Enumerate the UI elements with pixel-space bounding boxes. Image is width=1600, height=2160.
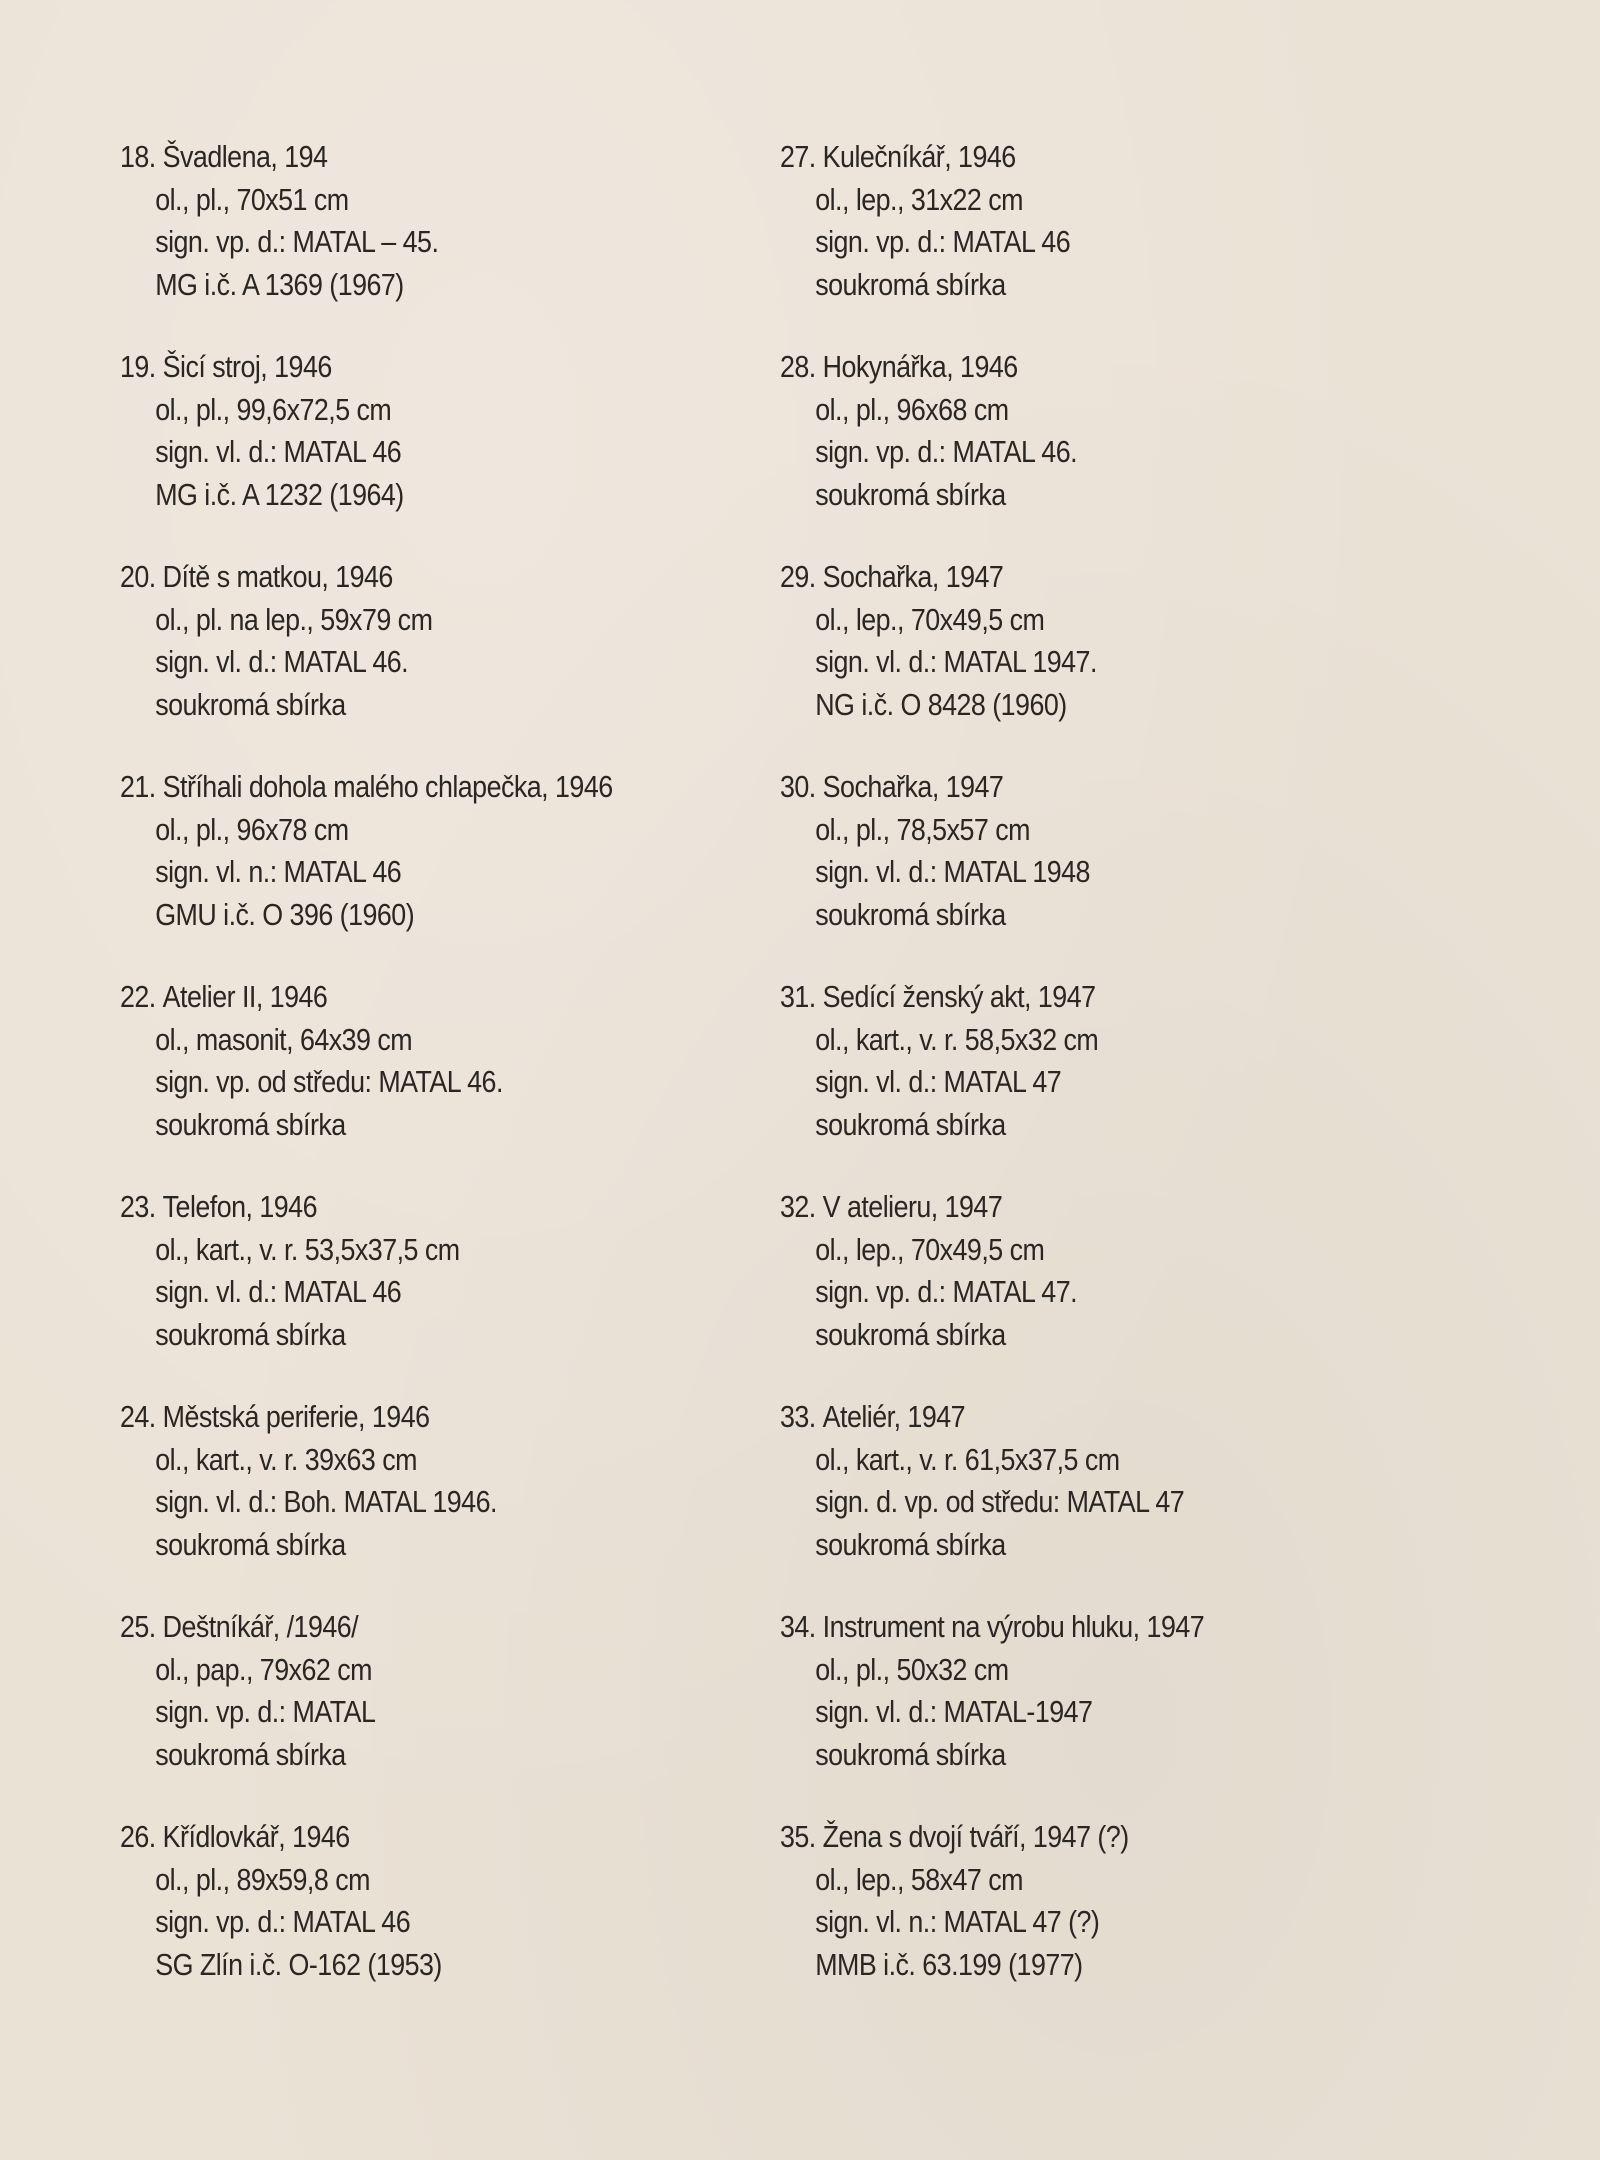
entry-title: Žena s dvojí tváří, 1947 (?) bbox=[822, 1820, 1129, 1854]
entry-title-line bbox=[120, 1816, 736, 1859]
entry-title-line bbox=[120, 1606, 736, 1649]
entry-collection: MG i.č. A 1369 (1967) bbox=[155, 267, 404, 302]
entry-title: Sedící ženský akt, 1947 bbox=[822, 980, 1096, 1014]
entry-collection: soukromá sbírka bbox=[815, 477, 1006, 512]
entry-collection: SG Zlín i.č. O-162 (1953) bbox=[155, 1947, 442, 1982]
entry-collection: MG i.č. A 1232 (1964) bbox=[155, 477, 404, 512]
entry-medium: ol., pl., 96x68 cm bbox=[815, 392, 1009, 427]
entry-number: 34. bbox=[780, 1610, 816, 1644]
entry-title: Kulečníkář, 1946 bbox=[822, 140, 1016, 174]
entry-title: Městská periferie, 1946 bbox=[162, 1400, 430, 1434]
entry-medium: ol., pl., 89x59,8 cm bbox=[155, 1862, 370, 1897]
entry-medium: ol., lep., 31x22 cm bbox=[815, 182, 1023, 217]
entry-collection: soukromá sbírka bbox=[155, 687, 346, 722]
entry-medium: ol., lep., 58x47 cm bbox=[815, 1862, 1023, 1897]
entry-medium: ol., pl. na lep., 59x79 cm bbox=[155, 602, 433, 637]
catalog-entry bbox=[780, 556, 1480, 766]
entry-collection: NG i.č. O 8428 (1960) bbox=[815, 687, 1067, 722]
entry-number: 25. bbox=[120, 1610, 156, 1644]
entry-number: 20. bbox=[120, 560, 156, 594]
entry-title-line bbox=[780, 1396, 1396, 1439]
entry-signature: sign. vl. d.: MATAL-1947 bbox=[815, 1695, 1093, 1729]
catalog-entry bbox=[120, 1816, 820, 2026]
entry-title: Atelier II, 1946 bbox=[162, 980, 328, 1014]
entry-collection: soukromá sbírka bbox=[815, 897, 1006, 932]
entry-number: 33. bbox=[780, 1400, 816, 1434]
entry-title-line bbox=[120, 136, 736, 179]
catalog-entry bbox=[780, 1816, 1480, 2026]
catalog-entry bbox=[780, 1396, 1480, 1606]
entry-title-line bbox=[120, 346, 736, 389]
entry-collection: soukromá sbírka bbox=[155, 1107, 346, 1142]
entry-title-line bbox=[120, 1186, 736, 1229]
entry-title-line bbox=[780, 766, 1396, 809]
entry-number: 24. bbox=[120, 1400, 156, 1434]
entry-title-line bbox=[120, 556, 736, 599]
entry-collection: soukromá sbírka bbox=[815, 1317, 1006, 1352]
entry-signature: sign. vl. d.: MATAL 1947. bbox=[815, 645, 1097, 679]
catalog-entry bbox=[780, 1606, 1480, 1816]
entry-medium: ol., pl., 96x78 cm bbox=[155, 812, 349, 847]
entry-collection: soukromá sbírka bbox=[155, 1527, 346, 1562]
entry-number: 29. bbox=[780, 560, 816, 594]
entry-title: Hokynářka, 1946 bbox=[822, 350, 1018, 384]
entry-signature: sign. vp. d.: MATAL – 45. bbox=[155, 225, 439, 259]
entry-number: 30. bbox=[780, 770, 816, 804]
entry-collection: MMB i.č. 63.199 (1977) bbox=[815, 1947, 1083, 1982]
entry-number: 27. bbox=[780, 140, 816, 174]
entry-number: 32. bbox=[780, 1190, 816, 1224]
entry-medium: ol., pl., 50x32 cm bbox=[815, 1652, 1009, 1687]
entry-number: 23. bbox=[120, 1190, 156, 1224]
entry-signature: sign. vl. d.: MATAL 47 bbox=[815, 1065, 1062, 1099]
entry-signature: sign. vl. n.: MATAL 46 bbox=[155, 855, 402, 889]
entry-title-line bbox=[120, 1396, 736, 1439]
entry-title: Švadlena, 194 bbox=[162, 140, 328, 174]
entry-medium: ol., kart., v. r. 58,5x32 cm bbox=[815, 1022, 1099, 1057]
entry-medium: ol., pl., 99,6x72,5 cm bbox=[155, 392, 392, 427]
entry-signature: sign. vp. d.: MATAL 47. bbox=[815, 1275, 1078, 1309]
catalog-entry bbox=[120, 346, 820, 556]
entry-title-line bbox=[780, 1186, 1396, 1229]
catalog-entry bbox=[120, 1606, 820, 1816]
entry-title-line bbox=[780, 136, 1396, 179]
entry-title-line bbox=[780, 1606, 1396, 1649]
left-column bbox=[120, 136, 820, 2026]
entry-collection: soukromá sbírka bbox=[815, 1107, 1006, 1142]
entry-collection: soukromá sbírka bbox=[815, 1527, 1006, 1562]
catalog-entry bbox=[780, 1186, 1480, 1396]
entry-title-line bbox=[120, 766, 736, 809]
catalog-entry bbox=[120, 766, 820, 976]
entry-number: 22. bbox=[120, 980, 156, 1014]
entry-title: Instrument na výrobu hluku, 1947 bbox=[822, 1610, 1205, 1644]
entry-signature: sign. vp. d.: MATAL 46 bbox=[155, 1905, 411, 1939]
entry-signature: sign. vl. d.: MATAL 46 bbox=[155, 435, 402, 469]
entry-number: 19. bbox=[120, 350, 156, 384]
entry-title: Šicí stroj, 1946 bbox=[162, 350, 332, 384]
entry-number: 18. bbox=[120, 140, 156, 174]
entry-title: Dítě s matkou, 1946 bbox=[162, 560, 393, 594]
entry-signature: sign. vl. d.: Boh. MATAL 1946. bbox=[155, 1485, 497, 1519]
entry-medium: ol., pl., 78,5x57 cm bbox=[815, 812, 1030, 847]
entry-collection: soukromá sbírka bbox=[155, 1737, 346, 1772]
catalog-entry bbox=[120, 1186, 820, 1396]
entry-collection: soukromá sbírka bbox=[815, 1737, 1006, 1772]
catalog-entry bbox=[780, 136, 1480, 346]
entry-medium: ol., lep., 70x49,5 cm bbox=[815, 602, 1045, 637]
entry-title: Deštníkář, /1946/ bbox=[162, 1610, 359, 1644]
catalog-entry bbox=[780, 766, 1480, 976]
entry-medium: ol., kart., v. r. 61,5x37,5 cm bbox=[815, 1442, 1120, 1477]
catalog-entry bbox=[120, 976, 820, 1186]
entry-title: V atelieru, 1947 bbox=[822, 1190, 1003, 1224]
catalog-entry bbox=[120, 556, 820, 766]
entry-number: 35. bbox=[780, 1820, 816, 1854]
entry-title-line bbox=[780, 976, 1396, 1019]
entry-signature: sign. vp. d.: MATAL 46 bbox=[815, 225, 1071, 259]
entry-title: Sochařka, 1947 bbox=[822, 560, 1004, 594]
entry-title-line bbox=[780, 346, 1396, 389]
entry-medium: ol., kart., v. r. 39x63 cm bbox=[155, 1442, 417, 1477]
entry-title: Stříhali dohola malého chlapečka, 1946 bbox=[162, 770, 613, 804]
entry-medium: ol., kart., v. r. 53,5x37,5 cm bbox=[155, 1232, 460, 1267]
catalog-entry bbox=[780, 976, 1480, 1186]
entry-title: Telefon, 1946 bbox=[162, 1190, 317, 1224]
entry-title-line bbox=[780, 1816, 1396, 1859]
entry-title: Křídlovkář, 1946 bbox=[162, 1820, 350, 1854]
entry-medium: ol., pl., 70x51 cm bbox=[155, 182, 349, 217]
entry-medium: ol., pap., 79x62 cm bbox=[155, 1652, 372, 1687]
right-column bbox=[780, 136, 1480, 2026]
catalog-entry bbox=[780, 346, 1480, 556]
entry-medium: ol., lep., 70x49,5 cm bbox=[815, 1232, 1045, 1267]
entry-collection: soukromá sbírka bbox=[815, 267, 1006, 302]
entry-title: Ateliér, 1947 bbox=[822, 1400, 966, 1434]
entry-signature: sign. d. vp. od středu: MATAL 47 bbox=[815, 1485, 1185, 1519]
entry-number: 31. bbox=[780, 980, 816, 1014]
entry-title: Sochařka, 1947 bbox=[822, 770, 1004, 804]
entry-signature: sign. vl. d.: MATAL 46 bbox=[155, 1275, 402, 1309]
entry-signature: sign. vp. d.: MATAL bbox=[155, 1695, 376, 1729]
entry-signature: sign. vl. n.: MATAL 47 (?) bbox=[815, 1905, 1100, 1939]
catalog-entry bbox=[120, 1396, 820, 1606]
entry-number: 21. bbox=[120, 770, 156, 804]
entry-number: 26. bbox=[120, 1820, 156, 1854]
entry-medium: ol., masonit, 64x39 cm bbox=[155, 1022, 413, 1057]
entry-title-line bbox=[780, 556, 1396, 599]
entry-signature: sign. vl. d.: MATAL 1948 bbox=[815, 855, 1090, 889]
entry-signature: sign. vl. d.: MATAL 46. bbox=[155, 645, 409, 679]
catalog-entry bbox=[120, 136, 820, 346]
entry-signature: sign. vp. d.: MATAL 46. bbox=[815, 435, 1078, 469]
entry-collection: soukromá sbírka bbox=[155, 1317, 346, 1352]
entry-title-line bbox=[120, 976, 736, 1019]
entry-signature: sign. vp. od středu: MATAL 46. bbox=[155, 1065, 503, 1099]
entry-collection: GMU i.č. O 396 (1960) bbox=[155, 897, 415, 932]
entry-number: 28. bbox=[780, 350, 816, 384]
